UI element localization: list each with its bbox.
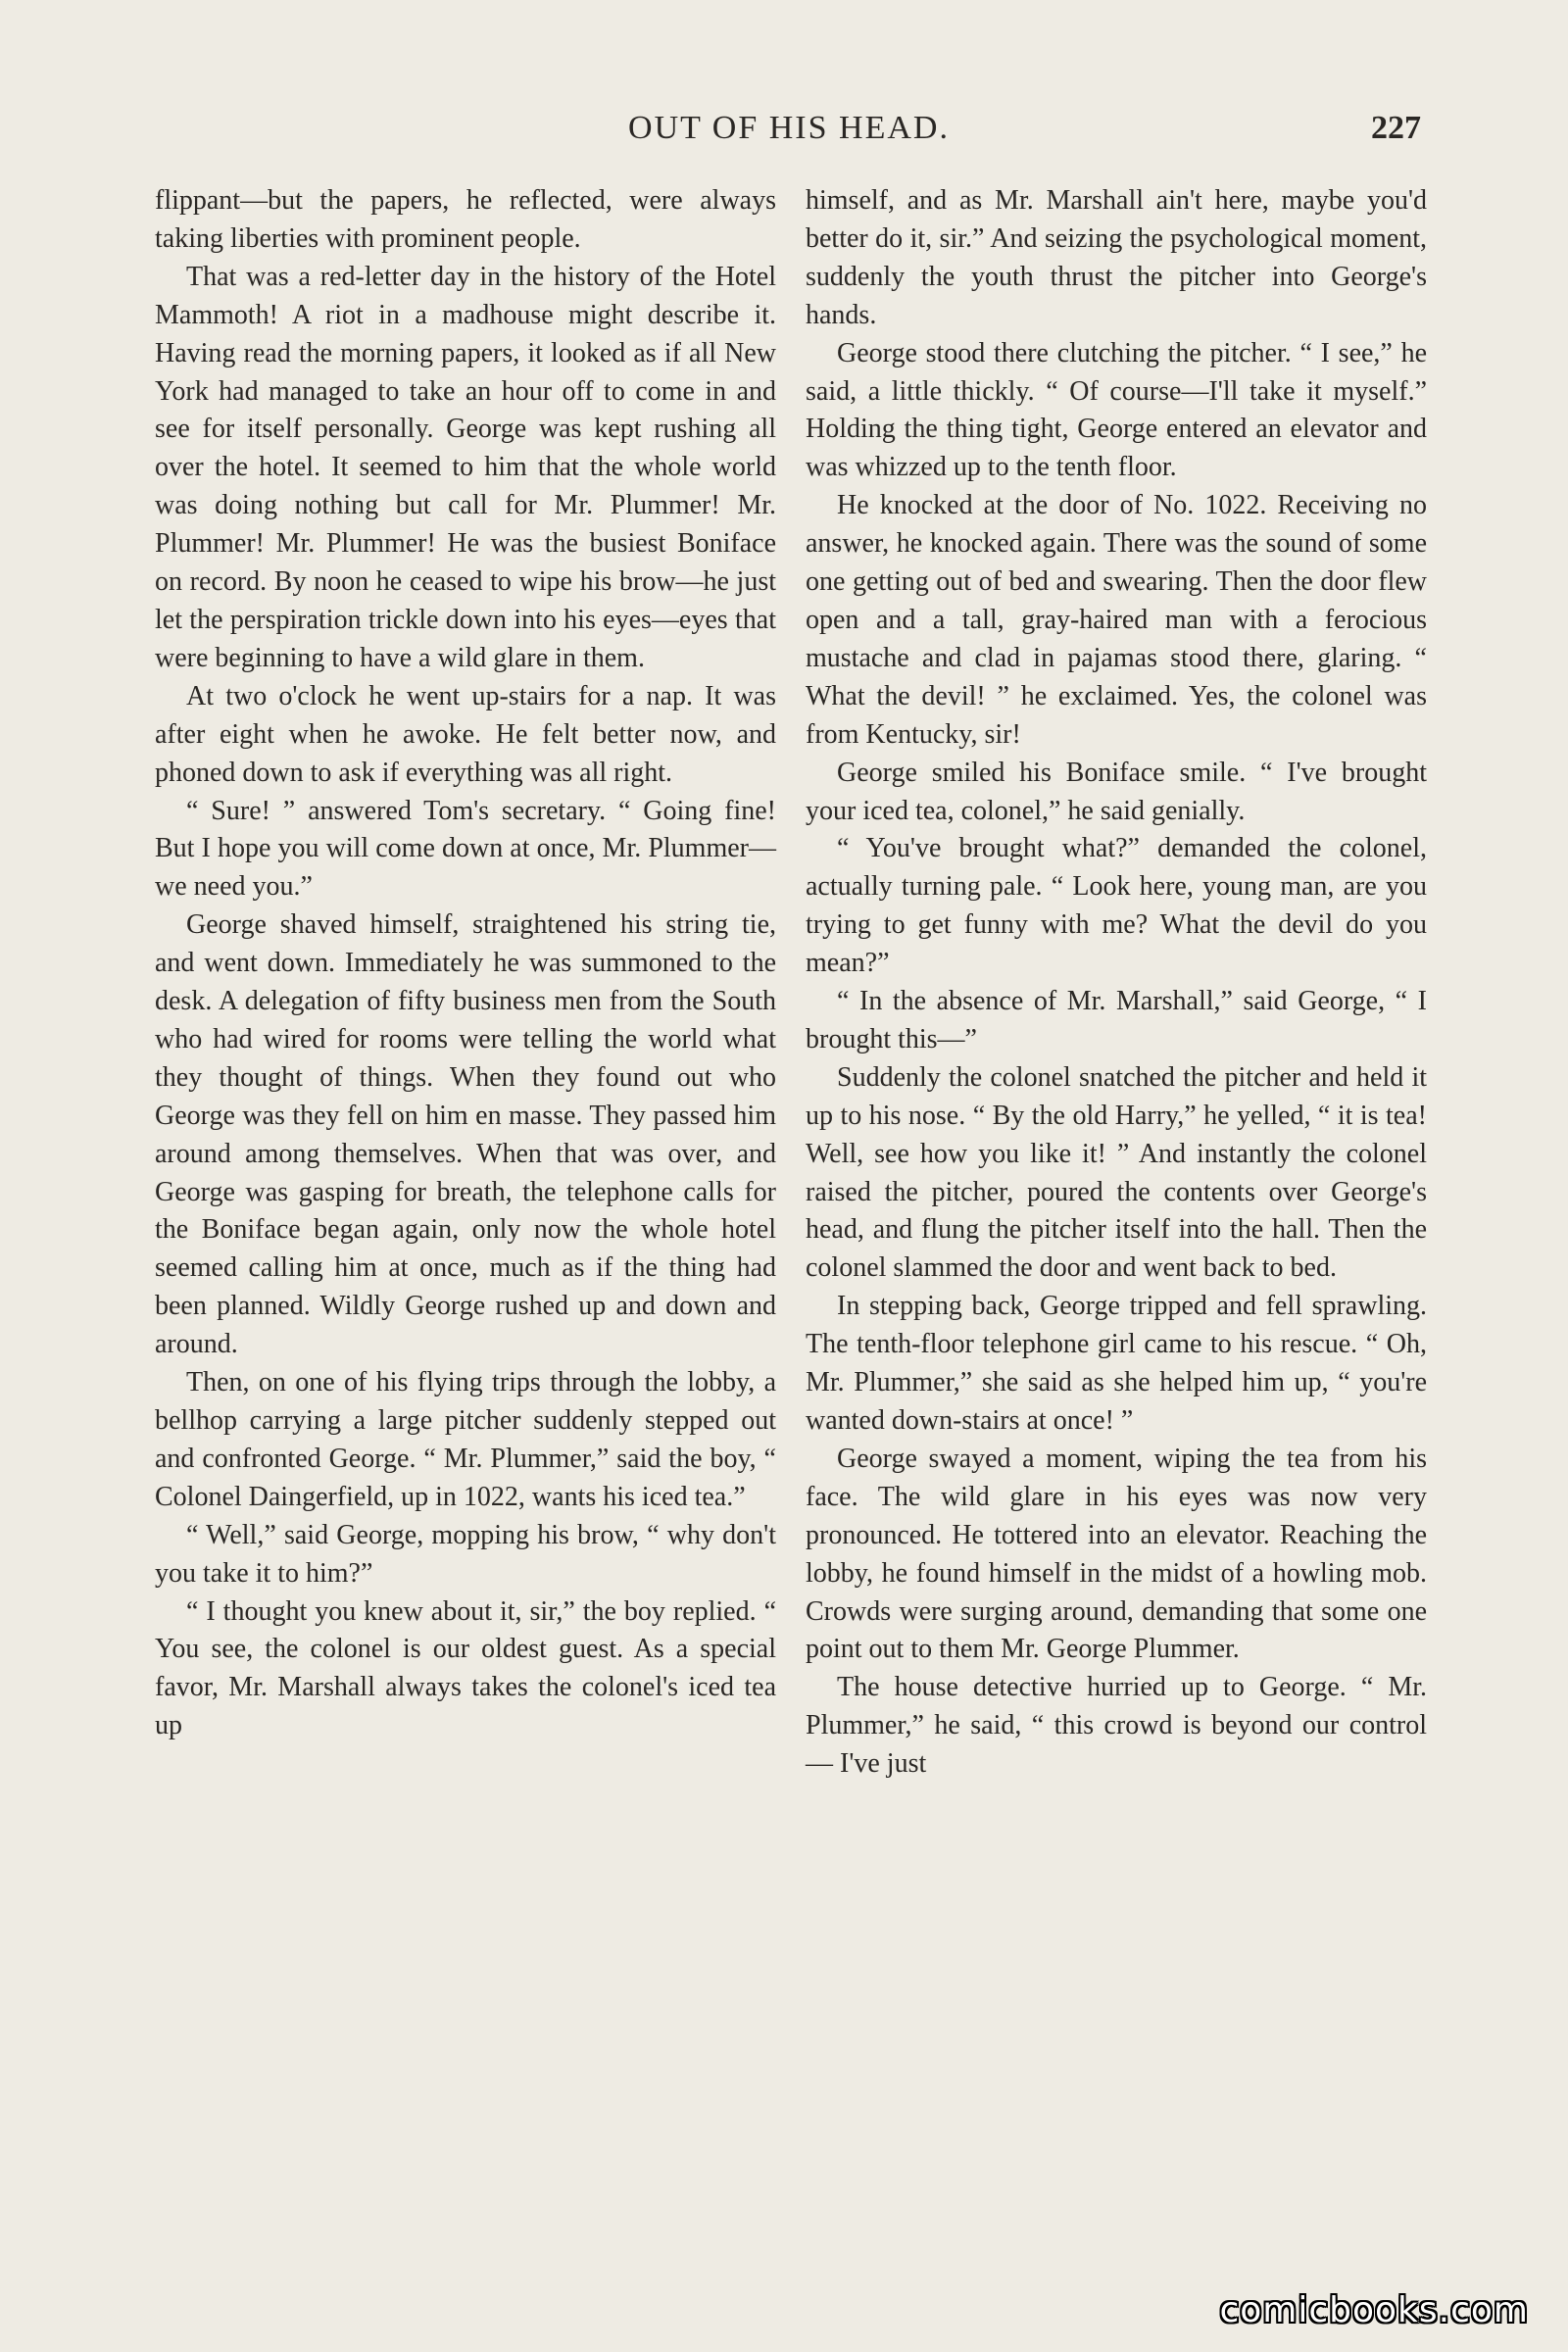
right-column [806, 182, 1427, 1784]
page-header [157, 110, 1421, 159]
paragraph: George smiled his Boniface smile. “ I've brought your iced tea, colonel,” he said genially. [806, 757, 1427, 826]
paragraph: George stood there clutching the pitcher. “ I see,” he said, a little thickly. “ Of course—I'll take it myself.” Holding the thing tight, George entered an elevator and was whizzed up to the tenth floor. [806, 337, 1427, 483]
paragraph: flippant—but the papers, he reflected, were always taking liberties with prominent people. [155, 185, 776, 254]
left-column [155, 182, 776, 1745]
paragraph: “ You've brought what?” demanded the colonel, actually turning pale. “ Look here, young man, are you trying to get funny with me? What the devil do you mean?” [806, 833, 1427, 979]
paragraph: At two o'clock he went up-stairs for a nap. It was after eight when he awoke. He felt better now, and phoned down to ask if everything was all right. [155, 680, 776, 788]
paragraph: George swayed a moment, wiping the tea from his face. The wild glare in his eyes was now very pronounced. He tottered into an elevator. Reaching the lobby, he found himself in the midst of a howling mob. Crowds were surging around, demanding that some one point out to them Mr. George Plummer. [806, 1443, 1427, 1665]
paragraph: In stepping back, George tripped and fell sprawling. The tenth-floor telephone girl came to his rescue. “ Oh, Mr. Plummer,” she said as she helped him up, “ you're wanted down-stairs at once! ” [806, 1291, 1427, 1436]
paragraph: Suddenly the colonel snatched the pitcher and held it up to his nose. “ By the old Harry,” he yelled, “ it is tea! Well, see how you like it! ” And instantly the colonel raised the pitcher, poured the contents over George's head, and flung the pitcher itself into the hall. Then the colonel slammed the door and went back to bed. [806, 1061, 1427, 1284]
paragraph: “ Well,” said George, mopping his brow, “ why don't you take it to him?” [155, 1519, 776, 1589]
paragraph: The house detective hurried up to George. “ Mr. Plummer,” he said, “ this crowd is beyond our control — I've just [806, 1672, 1427, 1780]
paragraph: himself, and as Mr. Marshall ain't here, maybe you'd better do it, sir.” And seizing the psychological moment, suddenly the youth thrust the pitcher into George's hands. [806, 185, 1427, 330]
running-title: OUT OF HIS HEAD. [628, 110, 950, 146]
paragraph: He knocked at the door of No. 1022. Receiving no answer, he knocked again. There was the sound of some one getting out of bed and swearing. Then the door flew open and a tall, gray-haired man with a ferocious mustache and clad in pajamas stood there, glaring. “ What the devil! ” he exclaimed. Yes, the colonel was from Kentucky, sir! [806, 490, 1427, 750]
page-number: 227 [1371, 110, 1421, 146]
paragraph: That was a red-letter day in the history of the Hotel Mammoth! A riot in a madhouse might describe it. Having read the morning papers, it looked as if all New York had managed to take an hour off to come in and see for itself personally. George was kept rushing all over the hotel. It seemed to him that the whole world was doing nothing but call for Mr. Plummer! Mr. Plummer! Mr. Plummer! He was the busiest Boniface on record. By noon he ceased to wipe his brow—he just let the perspiration trickle down into his eyes—eyes that were beginning to have a wild glare in them. [155, 261, 776, 673]
paragraph: George shaved himself, straightened his string tie, and went down. Immediately he was summoned to the desk. A delegation of fifty business men from the South who had wired for rooms were telling the world what they thought of things. When they found out who George was they fell on him en masse. They passed him around among themselves. When that was over, and George was gasping for breath, the telephone calls for the Boniface began again, only now the whole hotel seemed calling him at once, much as if the thing had been planned. Wildly George rushed up and down and around. [155, 909, 776, 1360]
paragraph: “ In the absence of Mr. Marshall,” said George, “ I brought this—” [806, 986, 1427, 1054]
paragraph: Then, on one of his flying trips through the lobby, a bellhop carrying a large pitcher suddenly stepped out and confronted George. “ Mr. Plummer,” said the boy, “ Colonel Daingerfield, up in 1022, wants his iced tea.” [155, 1367, 776, 1512]
paragraph: “ I thought you knew about it, sir,” the boy replied. “ You see, the colonel is our oldest guest. As a special favor, Mr. Marshall always takes the colonel's iced tea up [155, 1595, 776, 1741]
paragraph: “ Sure! ” answered Tom's secretary. “ Going fine! But I hope you will come down at once, Mr. Plummer—we need you.” [155, 795, 776, 903]
watermark: comicbooks.com [1219, 2290, 1529, 2330]
